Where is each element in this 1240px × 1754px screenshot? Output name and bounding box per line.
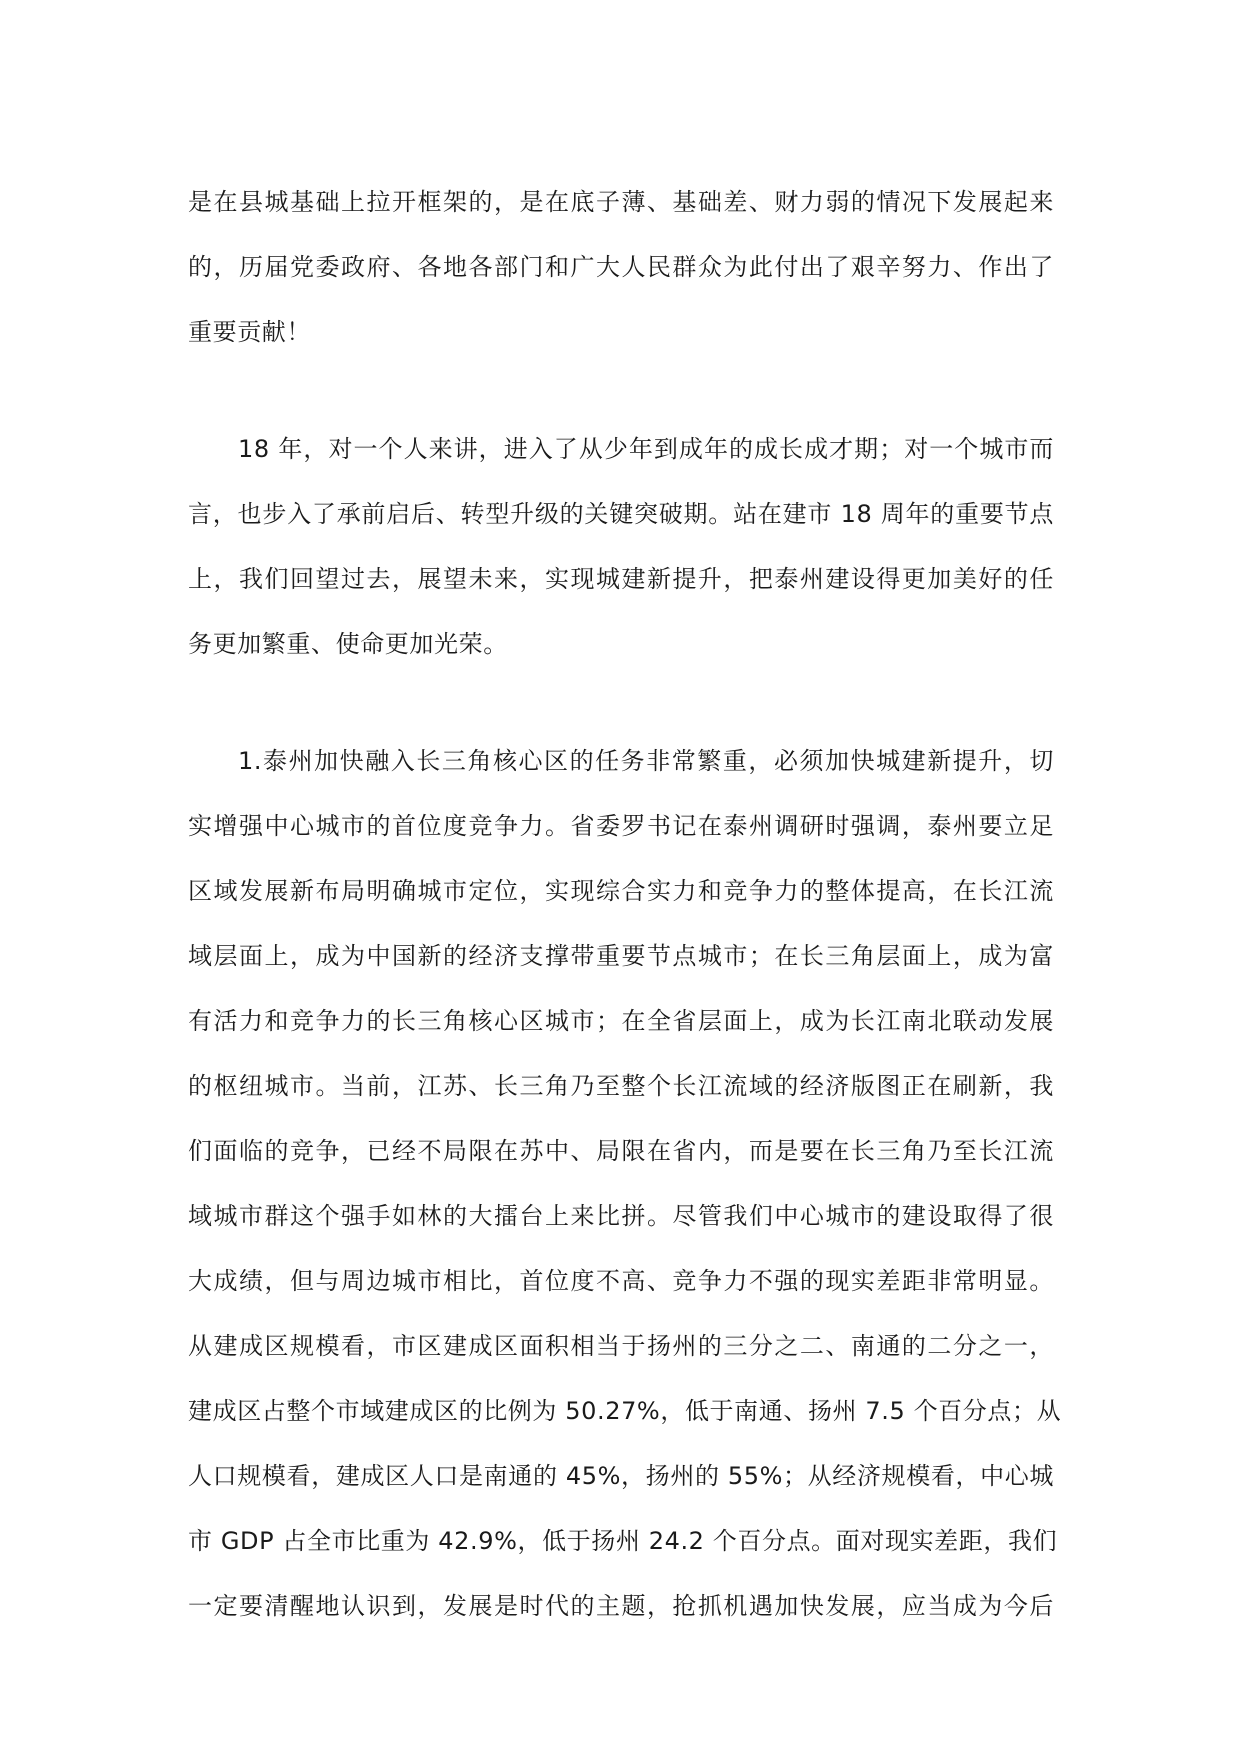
text-line: 言，也步入了承前启后、转型升级的关键突破期。站在建市 18 周年的重要节点: [188, 500, 1054, 528]
text-line: 1.泰州加快融入长三角核心区的任务非常繁重，必须加快城建新提升，切: [238, 747, 1054, 775]
text-line: 建成区占整个市域建成区的比例为 50.27%，低于南通、扬州 7.5 个百分点；从: [188, 1397, 1062, 1425]
text-line: 大成绩，但与周边城市相比，首位度不高、竞争力不强的现实差距非常明显。: [188, 1267, 1054, 1295]
text-line: 实增强中心城市的首位度竞争力。省委罗书记在泰州调研时强调，泰州要立足: [188, 812, 1054, 840]
text-line: 一定要清醒地认识到，发展是时代的主题，抢抓机遇加快发展，应当成为今后: [188, 1592, 1054, 1620]
text-line: 上，我们回望过去，展望未来，实现城建新提升，把泰州建设得更加美好的任: [188, 565, 1054, 593]
text-line: 们面临的竞争，已经不局限在苏中、局限在省内，而是要在长三角乃至长江流: [188, 1137, 1054, 1165]
text-line: 是在县城基础上拉开框架的，是在底子薄、基础差、财力弱的情况下发展起来: [188, 188, 1054, 216]
text-line: 人口规模看，建成区人口是南通的 45%，扬州的 55%；从经济规模看，中心城: [188, 1462, 1054, 1490]
document-body: [188, 170, 1062, 1639]
text-line: 18 年，对一个人来讲，进入了从少年到成年的成长成才期；对一个城市而: [238, 435, 1054, 463]
text-line: 重要贡献！: [188, 318, 311, 346]
text-line: 域城市群这个强手如林的大擂台上来比拼。尽管我们中心城市的建设取得了很: [188, 1202, 1054, 1230]
text-line: 域层面上，成为中国新的经济支撑带重要节点城市；在长三角层面上，成为富: [188, 942, 1054, 970]
text-line: 从建成区规模看，市区建成区面积相当于扬州的三分之二、南通的二分之一，: [188, 1332, 1054, 1360]
text-line: 务更加繁重、使命更加光荣。: [188, 630, 508, 658]
paragraph-3: [188, 729, 1062, 1639]
paragraph-spacer: [188, 677, 1054, 729]
text-line: 区域发展新布局明确城市定位，实现综合实力和竞争力的整体提高，在长江流: [188, 877, 1054, 905]
text-line: 的枢纽城市。当前，江苏、长三角乃至整个长江流域的经济版图正在刷新，我: [188, 1072, 1054, 1100]
text-line: 市 GDP 占全市比重为 42.9%，低于扬州 24.2 个百分点。面对现实差距，我们: [188, 1527, 1058, 1555]
paragraph-spacer: [188, 365, 1054, 417]
paragraph-1: [188, 170, 1054, 365]
text-line: 的，历届党委政府、各地各部门和广大人民群众为此付出了艰辛努力、作出了: [188, 253, 1054, 281]
text-line: 有活力和竞争力的长三角核心区城市；在全省层面上，成为长江南北联动发展: [188, 1007, 1054, 1035]
paragraph-2: [188, 417, 1054, 677]
